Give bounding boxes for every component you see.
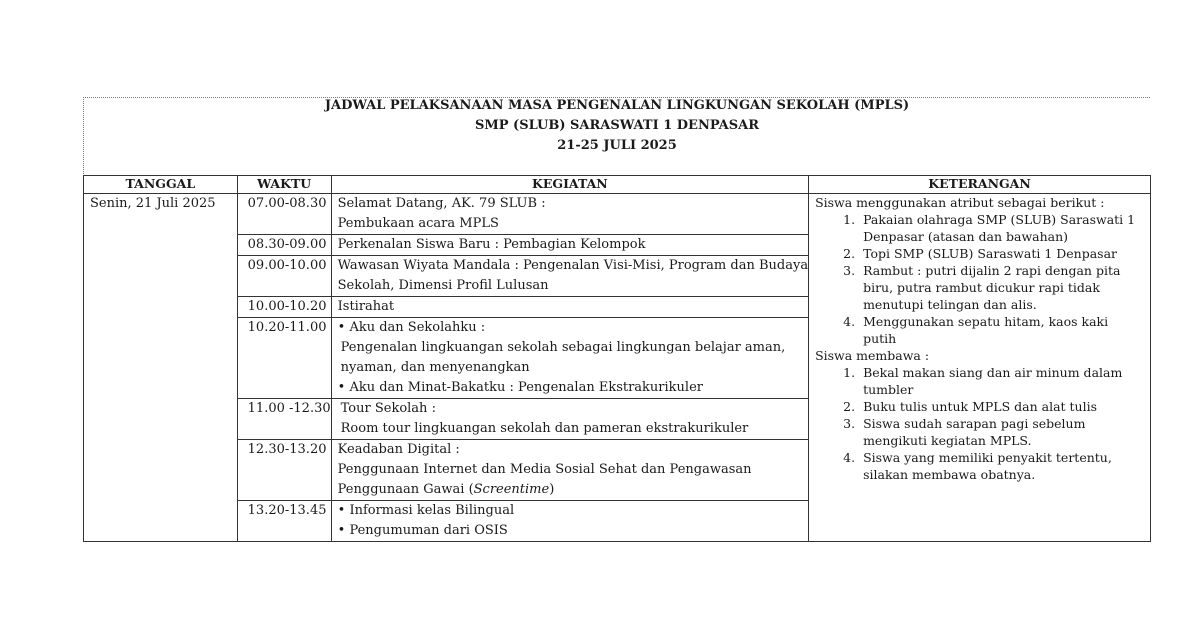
atribut-list	[815, 211, 1144, 347]
time-cell: 10.00-10.20	[237, 297, 331, 318]
screentime-term: Screentime	[473, 482, 550, 497]
time-cell: 07.00-08.30	[237, 194, 331, 235]
list-item: 4. Siswa yang memiliki penyakit tertentu, silakan membawa obatnya.	[859, 449, 1144, 483]
keterangan-intro-atribut: Siswa menggunakan atribut sebagai berikut :	[815, 195, 1105, 210]
schedule-table	[83, 175, 1151, 542]
activity-cell: Selamat Datang, AK. 79 SLUB : Pembukaan acara MPLS	[331, 194, 808, 235]
header-keterangan: KETERANGAN	[809, 176, 1151, 194]
list-item: 2. Buku tulis untuk MPLS dan alat tulis	[859, 398, 1144, 415]
time-cell: 08.30-09.00	[237, 235, 331, 256]
time-cell: 11.00 -12.30	[237, 399, 331, 440]
activity-cell: Istirahat	[331, 297, 808, 318]
date-cell	[84, 194, 238, 542]
activity-cell: • Informasi kelas Bilingual • Pengumuman dari OSIS	[331, 501, 808, 542]
header-tanggal: TANGGAL	[84, 176, 238, 194]
activity-cell: • Aku dan Sekolahku : Pengenalan lingkuangan sekolah sebagai lingkungan belajar aman, nyaman, dan menyenangkan • Aku dan Minat-Bakatku : Pengenalan Ekstrakurikuler	[331, 318, 808, 399]
keterangan-intro-membawa: Siswa membawa :	[815, 348, 930, 363]
time-cell: 13.20-13.45	[237, 501, 331, 542]
list-item: 2. Topi SMP (SLUB) Saraswati 1 Denpasar	[859, 245, 1144, 262]
list-item: 4. Menggunakan sepatu hitam, kaos kaki putih	[859, 313, 1144, 347]
activity-cell: Perkenalan Siswa Baru : Pembagian Kelompok	[331, 235, 808, 256]
list-item: 3. Siswa sudah sarapan pagi sebelum mengikuti kegiatan MPLS.	[859, 415, 1144, 449]
header-kegiatan: KEGIATAN	[331, 176, 808, 194]
time-cell: 10.20-11.00	[237, 318, 331, 399]
keterangan-cell	[809, 194, 1151, 542]
keterangan-content	[809, 194, 1150, 483]
time-cell: 12.30-13.20	[237, 440, 331, 501]
date-text: Senin, 21 Juli 2025	[90, 196, 216, 211]
time-cell: 09.00-10.00	[237, 256, 331, 297]
activity-cell: Wawasan Wiyata Mandala : Pengenalan Visi-Misi, Program dan Budaya Sekolah, Dimensi Profil Lulusan	[331, 256, 808, 297]
list-item: 1. Bekal makan siang dan air minum dalam tumbler	[859, 364, 1144, 398]
table-header-row	[84, 176, 1151, 194]
list-item: 1. Pakaian olahraga SMP (SLUB) Saraswati 1 Denpasar (atasan dan bawahan)	[859, 211, 1144, 245]
title-line-3: 21-25 JULI 2025	[557, 138, 677, 153]
table-row	[84, 194, 1151, 235]
title-block	[83, 97, 1150, 174]
activity-cell: Tour Sekolah : Room tour lingkuangan sekolah dan pameran ekstrakurikuler	[331, 399, 808, 440]
membawa-list	[815, 364, 1144, 483]
header-waktu: WAKTU	[237, 176, 331, 194]
title-line-2: SMP (SLUB) SARASWATI 1 DENPASAR	[474, 118, 760, 133]
list-item: 3. Rambut : putri dijalin 2 rapi dengan pita biru, putra rambut dicukur rapi tidak menutupi telingan dan alis.	[859, 262, 1144, 313]
title-line-1: JADWAL PELAKSANAAN MASA PENGENALAN LINGKUNGAN SEKOLAH (MPLS)	[324, 98, 910, 113]
activity-cell: Keadaban Digital : Penggunaan Internet dan Media Sosial Sehat dan Pengawasan Penggunaan Gawai (Screentime)	[331, 440, 808, 501]
